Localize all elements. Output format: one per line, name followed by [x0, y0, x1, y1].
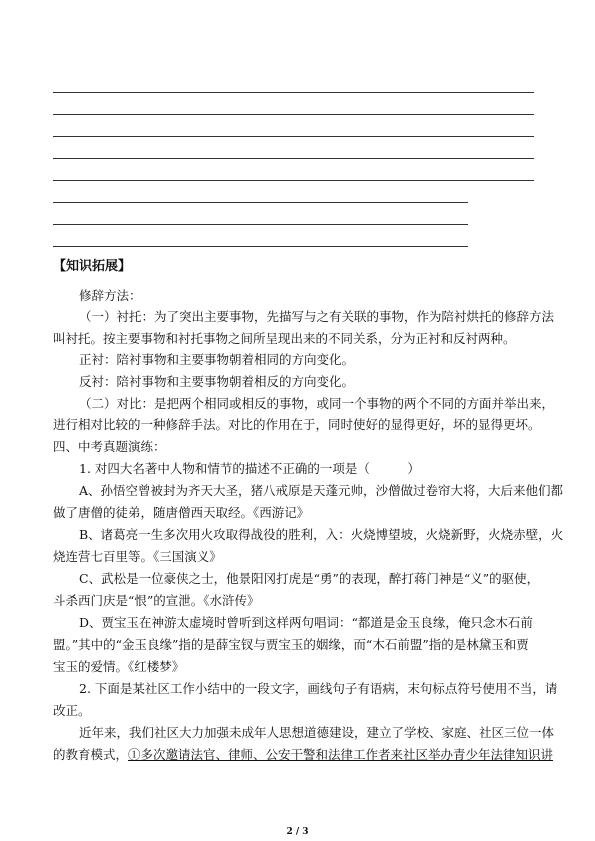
page-number: 2 / 3 — [286, 827, 309, 837]
passage-prefix: 的教育模式， — [53, 747, 129, 762]
underlined-sentence: ①多次邀请法官、律师、公安干警和法律工作者来社区举办青少年法律知识讲 — [128, 747, 554, 762]
option-d-cont: 宝玉的爱情。《红楼梦》 — [53, 659, 185, 674]
passage-line: 近年来，我们社区大力加强未成年人思想道德建设，建立了学校、家庭、社区三位一体 — [79, 725, 555, 740]
option-d: D、贾宝玉在神游太虚境时曾听到这样两句唱词：“都道是金玉良缘，俺只念木石前 — [79, 615, 533, 630]
option-d-cont: 盟。”其中的“金玉良缘”指的是薛宝钗与贾宝玉的姻缘，而“木石前盟”指的是林黛玉和贾 — [53, 637, 529, 652]
answer-rule-6 — [53, 202, 468, 203]
question-2: 2. 下面是某社区工作小结中的一段文字，画线句子有语病，末句标点符号使用不当，请 — [79, 681, 558, 696]
option-c: C、武松是一位豪侠之士，他景阳冈打虎是“勇”的表现，醉打蒋门神是“义”的驱使， — [79, 571, 540, 586]
answer-rule-8 — [53, 246, 468, 247]
answer-rule-4 — [53, 158, 534, 159]
question-1: 1. 对四大名著中人物和情节的描述不正确的一项是（ ） — [79, 461, 420, 476]
question-2-cont: 改正。 — [53, 703, 91, 718]
text-line: （一）衬托：为了突出主要事物，先描写与之有关联的事物，作为陪衬烘托的修辞方法 — [79, 309, 555, 324]
option-a: A、孙悟空曾被封为齐天大圣，猪八戒原是天蓬元帅，沙僧做过卷帘大将，大后来他们都 — [79, 483, 564, 498]
text-line: 修辞方法： — [79, 288, 142, 303]
text-line: 正衬：陪衬事物和主要事物朝着相同的方向变化。 — [79, 352, 355, 367]
section-heading: 【知识拓展】 — [53, 259, 132, 274]
answer-rule-3 — [53, 136, 534, 137]
option-b: B、诸葛亮一生多次用火攻取得战役的胜利，入：火烧博望坡，火烧新野，火烧赤壁，火 — [79, 527, 564, 542]
answer-rule-7 — [53, 224, 468, 225]
text-line: 反衬：陪衬事物和主要事物朝着相反的方向变化。 — [79, 374, 355, 389]
option-a-cont: 做了唐僧的徒弟，随唐僧西天取经。《西游记》 — [53, 505, 310, 520]
answer-rule-2 — [53, 114, 534, 115]
text-line: 叫衬托。按主要事物和衬托事物之间所呈现出来的不同关系，分为正衬和反衬两种。 — [53, 331, 516, 346]
text-line: （二）对比：是把两个相同或相反的事物，或同一个事物的两个不同的方面并举出来， — [79, 396, 555, 411]
option-b-cont: 烧连营七百里等。《三国演义》 — [53, 549, 222, 564]
answer-rule-5 — [53, 180, 534, 181]
answer-rule-1 — [53, 92, 534, 93]
text-line: 进行相对比较的一种修辞手法。对比的作用在于，同时使好的显得更好，坏的显得更坏。 — [53, 417, 541, 432]
text-line: 四、中考真题演练： — [53, 439, 166, 454]
passage-line-last — [53, 747, 553, 763]
option-c-cont: 斗杀西门庆是“恨”的宣泄。《水浒传》 — [53, 593, 260, 608]
